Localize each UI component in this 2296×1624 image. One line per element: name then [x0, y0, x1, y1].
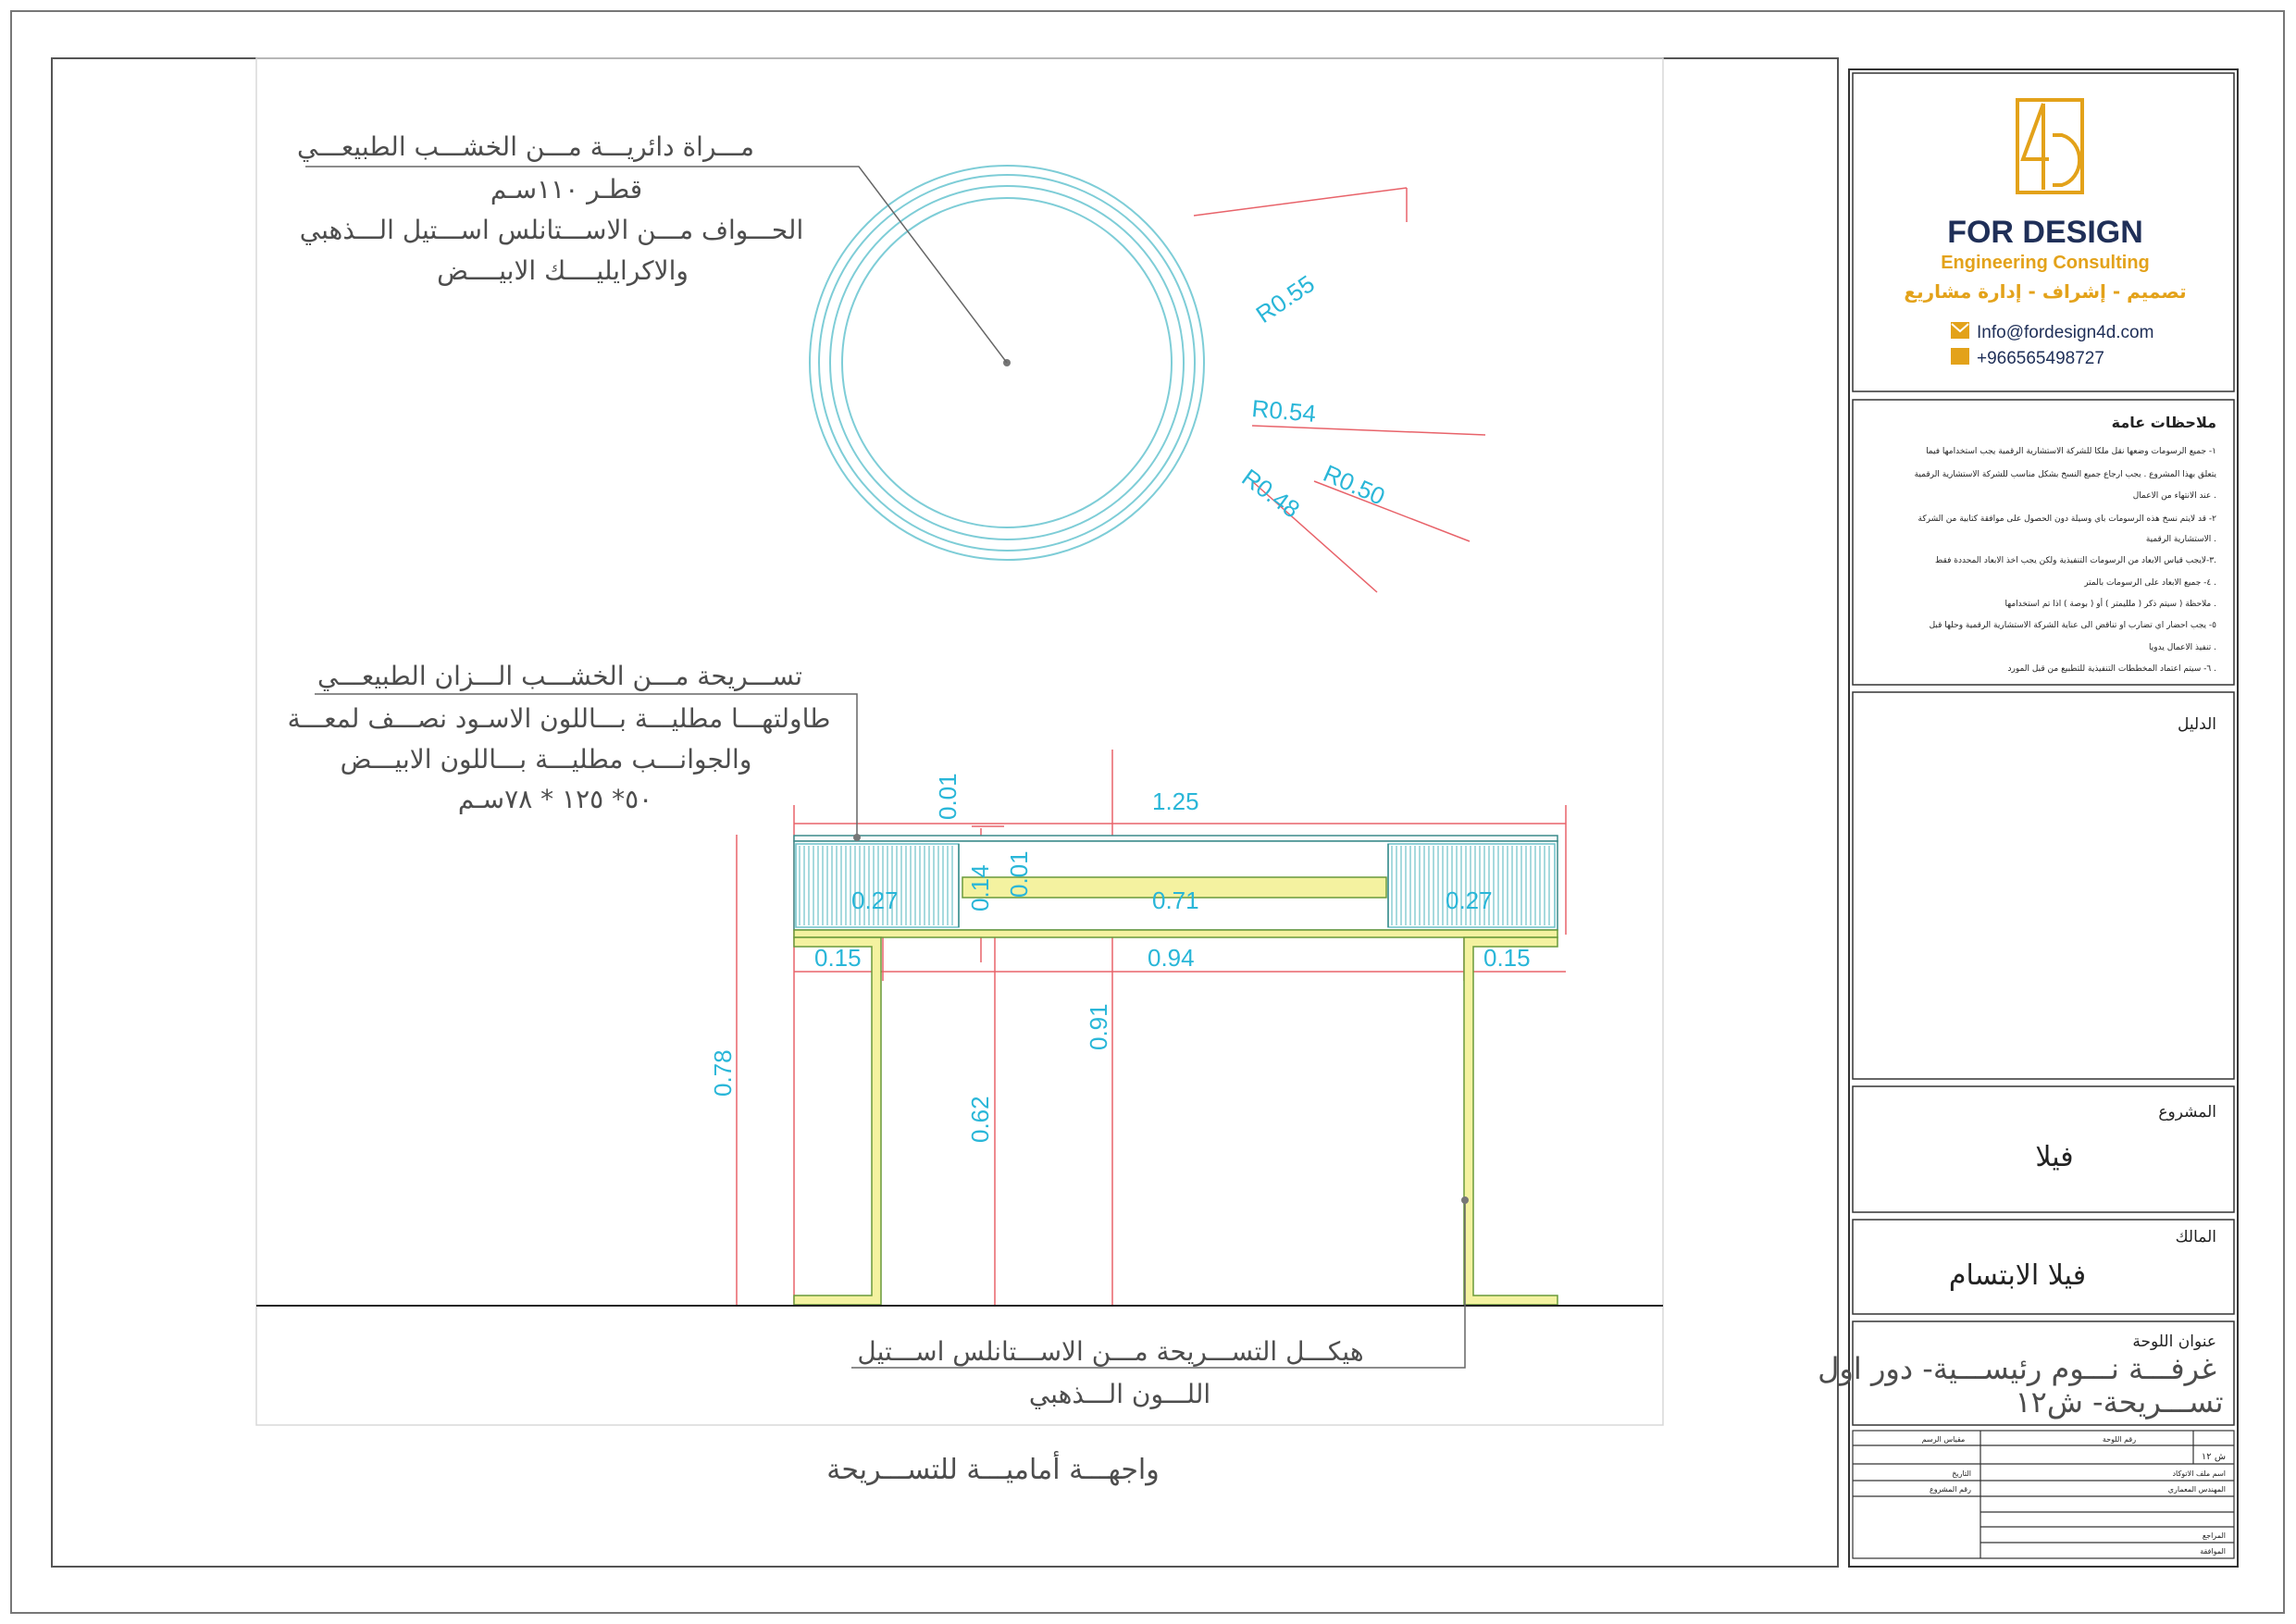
reviewed-label: المراجع: [2202, 1531, 2226, 1540]
info-table: [1853, 1431, 2234, 1558]
svg-text:٣-لايجب قياس الابعاد من الرسوم: ٣-لايجب قياس الابعاد من الرسومات التنفيذية ولكن يجب اخذ الابعاد المحددة فقط.: [1935, 556, 2216, 565]
file-name-label: اسم ملف الاتوكاد: [2172, 1469, 2226, 1478]
guide-panel: [1853, 692, 2234, 1079]
drawing-no-value: ش ١٢: [2201, 1452, 2227, 1462]
svg-text:٢- قد لايتم نسخ هذه الرسومات ب: ٢- قد لايتم نسخ هذه الرسومات باي وسيلة دون الحصول على موافقة كتابية من الشركة: [1917, 514, 2216, 524]
dim-078: 0.78: [709, 1049, 737, 1097]
svg-text:١- جميع الرسومات وضعها نقل ملك: ١- جميع الرسومات وضعها نقل ملكا للشركة الاستشارية الرقمية يجب استخدامها فيما: [1926, 447, 2216, 456]
logo-4d-icon: [2017, 100, 2082, 192]
drawer-right: [1388, 844, 1555, 927]
board-line-2: تســـريحة- ش١٢: [2015, 1384, 2224, 1419]
dim-094: 0.94: [1148, 944, 1195, 972]
table-note: [288, 661, 831, 814]
scale-label: مقياس الرسم: [1921, 1435, 1966, 1444]
owner-label: المالك: [2175, 1228, 2216, 1246]
project-label: المشروع: [2158, 1103, 2216, 1122]
svg-text:٤- جميع الابعاد على الرسومات ب: ٤- جميع الابعاد على الرسومات بالمتر .: [2084, 578, 2216, 588]
dim-015-right: 0.15: [1483, 944, 1531, 972]
dim-001-mid: 0.01: [1005, 850, 1033, 898]
dim-071: 0.71: [1152, 886, 1199, 914]
table-dimension-lines: [737, 750, 1566, 1305]
project-value: فيلا: [2035, 1141, 2074, 1173]
svg-text:الاستشارية الرقمية .: الاستشارية الرقمية .: [2145, 535, 2216, 544]
dim-001-top: 0.01: [934, 773, 962, 820]
tabletop: [794, 836, 1558, 841]
contact-phone: +966565498727: [1977, 349, 2104, 368]
radius-label-048: R0.48: [1236, 463, 1306, 524]
svg-text:والجوانـــب مطليـــة بـــاللون: والجوانـــب مطليـــة بـــاللون الابيـــض: [340, 744, 752, 775]
frame-note: [857, 1336, 1363, 1409]
dim-062: 0.62: [966, 1096, 994, 1143]
notes-list: [1915, 447, 2217, 674]
dim-014: 0.14: [966, 864, 994, 911]
dim-091: 0.91: [1085, 1003, 1112, 1050]
brand-subtitle: Engineering Consulting: [1941, 253, 2150, 273]
guide-label: الدليل: [2177, 715, 2216, 734]
date-label: التاريخ: [1952, 1469, 1971, 1478]
radius-label-054: R0.54: [1250, 394, 1318, 428]
dim-125: 1.25: [1152, 787, 1199, 815]
svg-text:قطـر ١١٠سـم: قطـر ١١٠سـم: [490, 174, 643, 205]
dim-027-left: 0.27: [851, 886, 899, 914]
board-line-1: غرفـــة نـــوم رئيســـية- دور اول: [1818, 1351, 2216, 1386]
brand-name: FOR DESIGN: [1947, 215, 2143, 250]
svg-text:الحـــواف مـــن الاســـتانلس ا: الحـــواف مـــن الاســـتانلس اســـتيل الـــذهبي: [299, 215, 804, 245]
radius-lines: [1194, 188, 1485, 592]
svg-text:مـــراة دائريـــة مـــن الخشــ: مـــراة دائريـــة مـــن الخشـــب الطبيعـــي: [296, 131, 755, 162]
drawing-no-label: رقم اللوحة: [2102, 1435, 2137, 1444]
dim-015-left: 0.15: [814, 944, 862, 972]
mirror-note: [297, 131, 803, 286]
svg-text:٥٠* ١٢٥ * ٧٨سـم: ٥٠* ١٢٥ * ٧٨سـم: [457, 784, 653, 814]
svg-text:هيكـــل التســـريحة مـــن الاس: هيكـــل التســـريحة مـــن الاســـتانلس اســـتيل: [857, 1336, 1364, 1367]
bottom-rail: [794, 930, 1558, 937]
approved-label: الموافقة: [2200, 1547, 2226, 1556]
left-leg: [794, 937, 881, 1305]
svg-text:ملاحظة ( سيتم ذكر ( ملليمتر ): ملاحظة ( سيتم ذكر ( ملليمتر ) أو ( بوصة ) اذا تم استخدامها .: [2004, 600, 2216, 609]
engineer-label: المهندس المعماري: [2167, 1485, 2226, 1494]
radius-label-055: R0.55: [1250, 269, 1320, 329]
right-leg: [1464, 937, 1558, 1305]
drawer-left: [796, 844, 959, 927]
svg-text:تســـريحة مـــن الخشـــب الـــ: تســـريحة مـــن الخشـــب الـــزان الطبيعـــي: [316, 661, 803, 691]
svg-text:اللـــون الـــذهبي: اللـــون الـــذهبي: [1028, 1379, 1211, 1409]
svg-text:عند الانتهاء من الاعمال .: عند الانتهاء من الاعمال .: [2132, 491, 2216, 501]
brand-tagline: تصميم - إشراف - إدارة مشاريع: [1904, 280, 2187, 303]
svg-text:والاكرايليــــك الابيــــض: والاكرايليــــك الابيــــض: [437, 255, 689, 286]
dim-027-right: 0.27: [1446, 886, 1493, 914]
table-dimension-labels: [709, 773, 1531, 1143]
svg-text:يتعلق بهذا المشروع . يجب ارجاع: يتعلق بهذا المشروع . يجب ارجاع جميع النسخ بشكل مناسب للشركة الاستشارية الرقمية: [1914, 470, 2216, 479]
contact-email: Info@fordesign4d.com: [1977, 323, 2154, 342]
svg-text:٥- يجب احضار اي تضارب او تناقض: ٥- يجب احضار اي تضارب او تناقض الى عناية الشركة الاستشارية الرقمية وحلها قبل: [1929, 621, 2216, 630]
notes-title: ملاحظات عامة: [2111, 414, 2216, 431]
project-no-label: رقم المشروع: [1929, 1485, 1971, 1494]
owner-value: فيلا الابتسام: [1948, 1259, 2087, 1292]
svg-text:تنفيذ الاعمال يدويا .: تنفيذ الاعمال يدويا .: [2149, 643, 2216, 652]
radius-label-050: R0.50: [1319, 459, 1390, 511]
board-label: عنوان اللوحة: [2132, 1333, 2216, 1351]
svg-text:٦- سيتم اعتماد المخططات التنفي: ٦- سيتم اعتماد المخططات التنفيذية للتطبيع من قبل المورد .: [2007, 664, 2216, 674]
svg-text:طاولتهـــا مطليـــة بـــاللون: طاولتهـــا مطليـــة بـــاللون الاسـود نصـــف لمعـــة: [287, 703, 831, 734]
view-title: واجهـــة أماميـــة للتســـريحة: [826, 1454, 1160, 1486]
phone-icon: [1951, 348, 1969, 365]
